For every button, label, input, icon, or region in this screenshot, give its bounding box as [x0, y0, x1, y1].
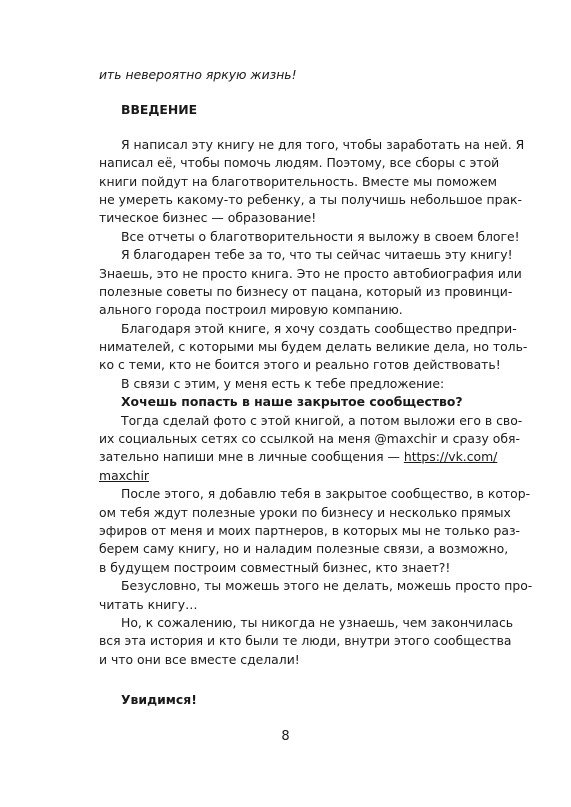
paragraph-text: зательно напиши мне в личные сообщения —	[99, 449, 400, 465]
paragraph-line: Знаешь, это не просто книга. Это не просто автобиография или	[99, 265, 522, 281]
paragraph-line: Я благодарен тебе за то, что ты сейчас читаешь эту книгу!	[121, 247, 513, 263]
paragraph-line: в будущем построим совместный бизнес, кто знает?!	[99, 559, 451, 575]
paragraph-line: ко с теми, кто не боится этого и реально готов действовать!	[99, 357, 501, 373]
paragraph-line: Безусловно, ты можешь этого не делать, можешь просто про-	[121, 578, 533, 594]
bold-question-line: Хочешь попасть в наше закрытое сообщество?	[121, 394, 463, 410]
epigraph-line: ить невероятно яркую жизнь!	[99, 67, 297, 82]
paragraph-line: их социальных сетях со ссылкой на меня @maxchir и сразу обя-	[99, 431, 520, 447]
paragraph-line: читать книгу…	[99, 596, 198, 612]
paragraph-line: Но, к сожалению, ты никогда не узнаешь, чем закончилась	[121, 614, 514, 630]
paragraph-line	[99, 448, 497, 466]
paragraph-line: ом тебя ждут полезные уроки по бизнесу и несколько прямых	[99, 504, 511, 520]
page-text	[99, 66, 533, 710]
paragraph-line: книги пойдут на благотворительность. Вместе мы поможем	[99, 173, 497, 189]
paragraph-line: тическое бизнес — образование!	[99, 210, 317, 226]
paragraph-line: вся эта история и кто были те люди, внутри этого сообщества	[99, 633, 512, 649]
closing-line: Увидимся!	[121, 692, 197, 708]
paragraph-line: полезные советы по бизнесу от пацана, который из провинци-	[99, 283, 513, 299]
paragraph-line: Тогда сделай фото с этой книгой, а потом выложи его в сво-	[121, 412, 523, 428]
paragraph-line: Благодаря этой книге, я хочу создать сообщество предпри-	[121, 320, 517, 336]
paragraph-line: и что они все вместе сделали!	[99, 651, 300, 667]
section-heading: ВВЕДЕНИЕ	[121, 102, 198, 118]
paragraph-line: написал её, чтобы помочь людям. Поэтому, все сборы с этой	[99, 155, 500, 171]
page-number: 8	[281, 729, 290, 744]
paragraph-line: эфиров от меня и моих партнеров, в которых мы не только раз-	[99, 522, 521, 538]
vk-link[interactable]: https://vk.com/	[403, 449, 498, 465]
paragraph-line: ального города построил мировую компанию.	[99, 302, 403, 318]
paragraph-line: Все отчеты о благотворительности я выложу в своем блоге!	[121, 228, 520, 244]
paragraph-line	[99, 467, 497, 485]
paragraph-line: не умереть какому-то ребенку, а ты получишь небольшое прак-	[99, 191, 523, 207]
paragraph-line: Я написал эту книгу не для того, чтобы заработать на ней. Я	[121, 136, 525, 152]
paragraph-line: В связи с этим, у меня есть к тебе предложение:	[121, 375, 445, 391]
vk-link-continuation[interactable]: maxchir	[99, 467, 149, 483]
paragraph-line: нимателей, с которыми мы будем делать великие дела, но толь-	[99, 339, 528, 355]
paragraph-line: берем саму книгу, но и наладим полезные связи, а возможно,	[99, 541, 509, 557]
paragraph-line: После этого, я добавлю тебя в закрытое сообщество, в котор-	[121, 486, 531, 502]
